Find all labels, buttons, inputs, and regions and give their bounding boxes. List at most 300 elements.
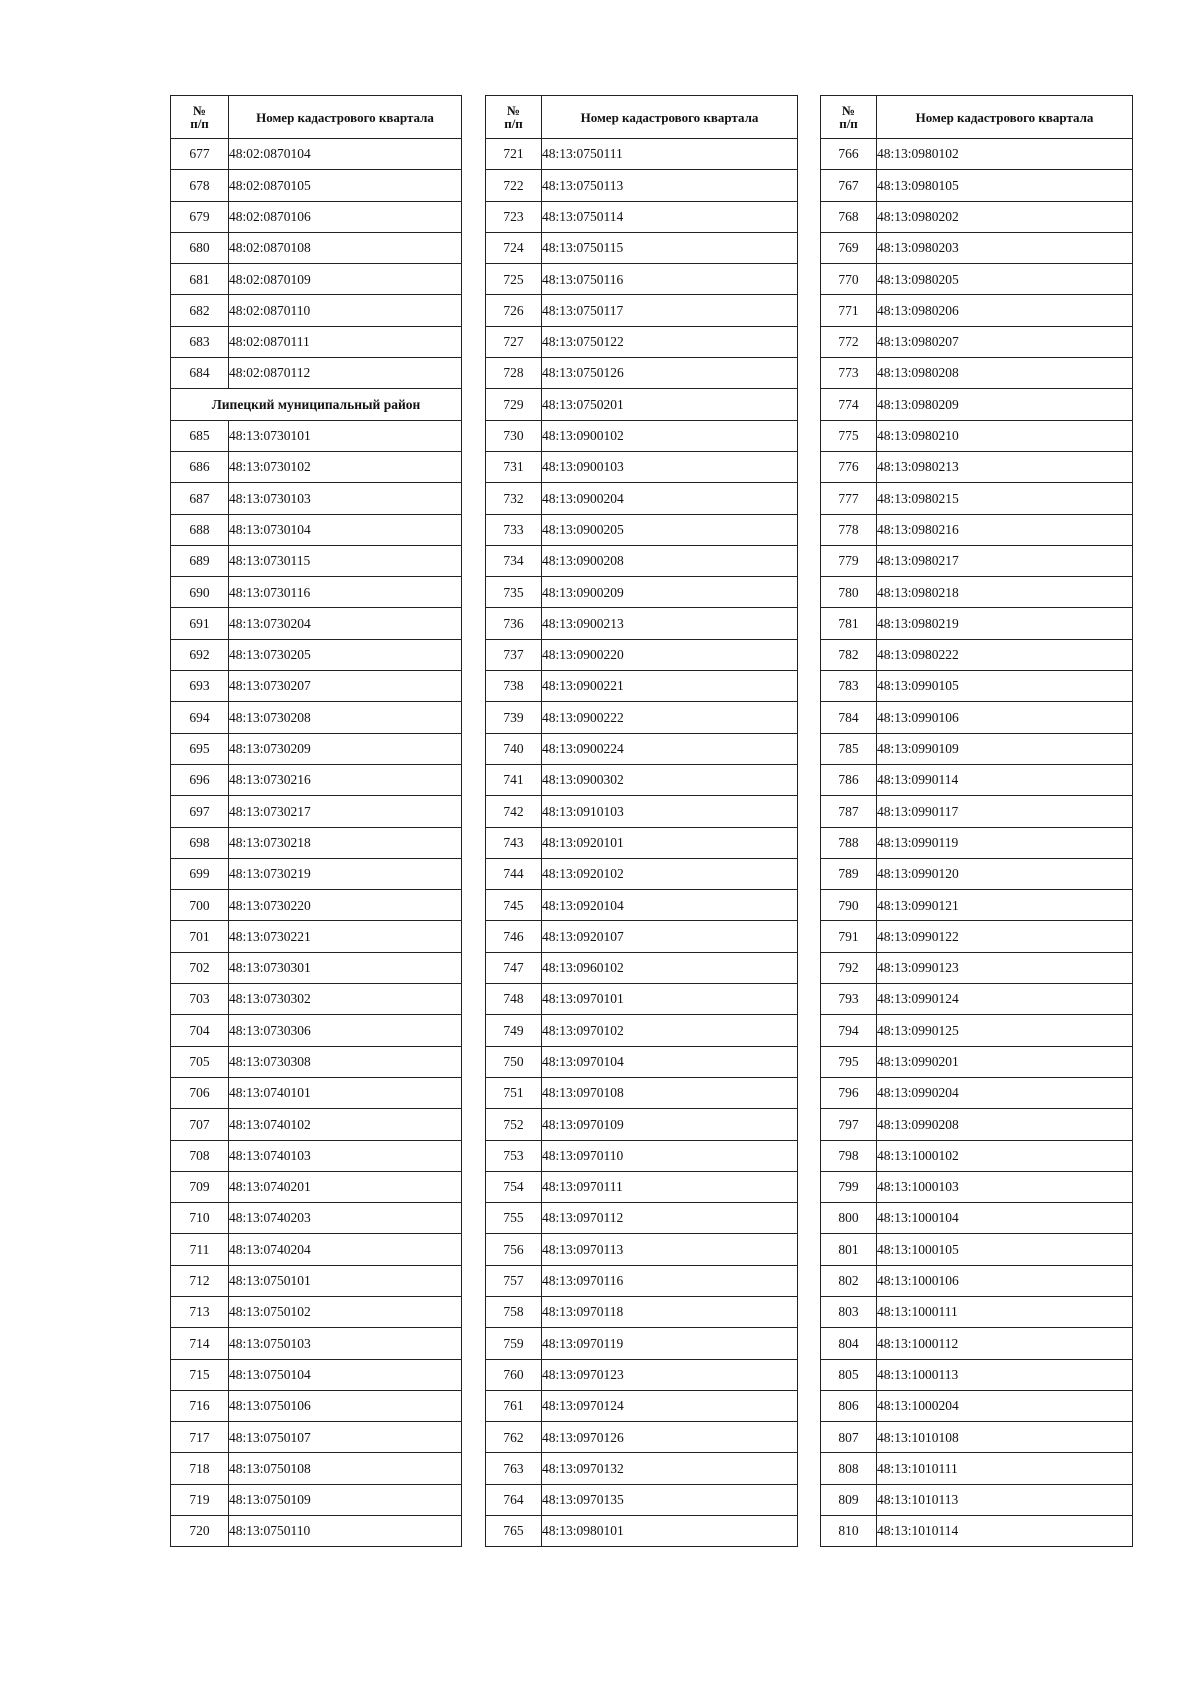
row-number: 778 <box>821 514 877 545</box>
row-number: 685 <box>171 420 229 451</box>
cadastral-number: 48:13:0970118 <box>542 1296 798 1327</box>
cadastral-number: 48:13:0980215 <box>877 483 1133 514</box>
table-row <box>486 232 798 263</box>
cadastral-number: 48:13:0750109 <box>229 1484 462 1515</box>
table-row <box>821 952 1133 983</box>
row-number: 706 <box>171 1077 229 1108</box>
header-no: № п/п <box>821 96 877 139</box>
table-row <box>821 1328 1133 1359</box>
cadastral-number: 48:13:0900209 <box>542 577 798 608</box>
table-row <box>486 1203 798 1234</box>
table-row <box>486 1390 798 1421</box>
table-row <box>171 170 462 201</box>
table-row <box>821 451 1133 482</box>
table-row <box>171 358 462 389</box>
cadastral-number: 48:13:0980210 <box>877 420 1133 451</box>
row-number: 694 <box>171 702 229 733</box>
row-number: 766 <box>821 139 877 170</box>
row-number: 748 <box>486 984 542 1015</box>
table-row <box>171 545 462 576</box>
table-row <box>486 295 798 326</box>
table-row <box>821 1015 1133 1046</box>
cadastral-number: 48:13:0980222 <box>877 639 1133 670</box>
table-row <box>171 514 462 545</box>
row-number: 736 <box>486 608 542 639</box>
table-row <box>821 796 1133 827</box>
row-number: 691 <box>171 608 229 639</box>
cadastral-number: 48:13:0990208 <box>877 1109 1133 1140</box>
table-row <box>821 1265 1133 1296</box>
row-number: 809 <box>821 1484 877 1515</box>
table-row <box>821 608 1133 639</box>
cadastral-number: 48:13:0900221 <box>542 671 798 702</box>
row-number: 684 <box>171 358 229 389</box>
row-number: 753 <box>486 1140 542 1171</box>
cadastral-number: 48:13:0970102 <box>542 1015 798 1046</box>
cadastral-number: 48:13:0750102 <box>229 1296 462 1327</box>
table-row <box>486 1484 798 1515</box>
row-number: 754 <box>486 1171 542 1202</box>
cadastral-number: 48:13:0970112 <box>542 1203 798 1234</box>
cadastral-number: 48:13:0750114 <box>542 201 798 232</box>
cadastral-number: 48:13:0980105 <box>877 170 1133 201</box>
row-number: 807 <box>821 1422 877 1453</box>
table-row <box>171 733 462 764</box>
cadastral-number: 48:13:0750111 <box>542 139 798 170</box>
table-row <box>821 326 1133 357</box>
cadastral-number: 48:13:1000102 <box>877 1140 1133 1171</box>
cadastral-number: 48:13:0750101 <box>229 1265 462 1296</box>
row-number: 723 <box>486 201 542 232</box>
row-number: 794 <box>821 1015 877 1046</box>
cadastral-number: 48:02:0870104 <box>229 139 462 170</box>
table-row <box>821 1390 1133 1421</box>
row-number: 808 <box>821 1453 877 1484</box>
table-row <box>821 170 1133 201</box>
table-row <box>486 326 798 357</box>
cadastral-number: 48:02:0870105 <box>229 170 462 201</box>
row-number: 787 <box>821 796 877 827</box>
cadastral-number: 48:13:0750107 <box>229 1422 462 1453</box>
table-row <box>486 1296 798 1327</box>
row-number: 678 <box>171 170 229 201</box>
table-row <box>821 264 1133 295</box>
row-number: 770 <box>821 264 877 295</box>
table-row <box>171 1453 462 1484</box>
table-row <box>171 827 462 858</box>
table-row <box>486 1359 798 1390</box>
cadastral-number: 48:13:0900224 <box>542 733 798 764</box>
cadastral-number: 48:13:0920102 <box>542 858 798 889</box>
row-number: 688 <box>171 514 229 545</box>
cadastral-number: 48:13:0980217 <box>877 545 1133 576</box>
table-row <box>486 420 798 451</box>
table-row <box>821 1484 1133 1515</box>
table-row <box>821 671 1133 702</box>
table-row <box>821 1422 1133 1453</box>
row-number: 786 <box>821 764 877 795</box>
row-number: 783 <box>821 671 877 702</box>
row-number: 732 <box>486 483 542 514</box>
row-number: 703 <box>171 984 229 1015</box>
row-number: 729 <box>486 389 542 420</box>
table-row <box>171 639 462 670</box>
cadastral-number: 48:13:0730219 <box>229 858 462 889</box>
row-number: 773 <box>821 358 877 389</box>
cadastral-number: 48:13:0970132 <box>542 1453 798 1484</box>
cadastral-number: 48:13:0990109 <box>877 733 1133 764</box>
row-number: 767 <box>821 170 877 201</box>
row-number: 757 <box>486 1265 542 1296</box>
cadastral-number: 48:13:0740103 <box>229 1140 462 1171</box>
cadastral-number: 48:13:0970135 <box>542 1484 798 1515</box>
table-row <box>821 201 1133 232</box>
cadastral-number: 48:13:0980208 <box>877 358 1133 389</box>
table-row <box>486 796 798 827</box>
row-number: 777 <box>821 483 877 514</box>
cadastral-number: 48:13:0980202 <box>877 201 1133 232</box>
table-row <box>821 1234 1133 1265</box>
cadastral-number: 48:13:0730115 <box>229 545 462 576</box>
table-row <box>171 921 462 952</box>
cadastral-number: 48:02:0870111 <box>229 326 462 357</box>
row-number: 715 <box>171 1359 229 1390</box>
table-row <box>486 921 798 952</box>
row-number: 716 <box>171 1390 229 1421</box>
table-row <box>171 890 462 921</box>
row-number: 708 <box>171 1140 229 1171</box>
cadastral-number: 48:13:0990105 <box>877 671 1133 702</box>
cadastral-number: 48:13:0750201 <box>542 389 798 420</box>
row-number: 710 <box>171 1203 229 1234</box>
row-number: 762 <box>486 1422 542 1453</box>
cadastral-number: 48:13:0750122 <box>542 326 798 357</box>
cadastral-number: 48:13:0990119 <box>877 827 1133 858</box>
table-row <box>171 1422 462 1453</box>
cadastral-number: 48:13:0740101 <box>229 1077 462 1108</box>
table-row <box>486 545 798 576</box>
table-row <box>486 1453 798 1484</box>
cadastral-number: 48:02:0870106 <box>229 201 462 232</box>
row-number: 758 <box>486 1296 542 1327</box>
cadastral-number: 48:13:0900102 <box>542 420 798 451</box>
cadastral-number: 48:13:0730221 <box>229 921 462 952</box>
table-row <box>821 420 1133 451</box>
row-number: 749 <box>486 1015 542 1046</box>
cadastral-number: 48:13:0900302 <box>542 764 798 795</box>
table-row <box>821 295 1133 326</box>
table-row <box>171 1203 462 1234</box>
row-number: 735 <box>486 577 542 608</box>
table-row <box>171 764 462 795</box>
cadastral-number: 48:13:0970119 <box>542 1328 798 1359</box>
row-number: 771 <box>821 295 877 326</box>
cadastral-number: 48:13:0990201 <box>877 1046 1133 1077</box>
cadastral-number: 48:13:1010113 <box>877 1484 1133 1515</box>
cadastral-number: 48:13:0730209 <box>229 733 462 764</box>
row-number: 775 <box>821 420 877 451</box>
row-number: 745 <box>486 890 542 921</box>
table-row <box>486 890 798 921</box>
table-row <box>171 1046 462 1077</box>
table-row <box>171 139 462 170</box>
cadastral-number: 48:13:0990121 <box>877 890 1133 921</box>
row-number: 782 <box>821 639 877 670</box>
cadastral-number: 48:13:0900213 <box>542 608 798 639</box>
cadastral-number: 48:13:1000105 <box>877 1234 1133 1265</box>
table-row <box>171 1171 462 1202</box>
table-row <box>821 389 1133 420</box>
row-number: 776 <box>821 451 877 482</box>
row-number: 759 <box>486 1328 542 1359</box>
row-number: 677 <box>171 139 229 170</box>
cadastral-number: 48:13:0740204 <box>229 1234 462 1265</box>
table-row <box>171 1077 462 1108</box>
cadastral-number: 48:13:0730308 <box>229 1046 462 1077</box>
cadastral-number: 48:13:0750106 <box>229 1390 462 1421</box>
row-number: 751 <box>486 1077 542 1108</box>
cadastral-number: 48:13:0980205 <box>877 264 1133 295</box>
table-row <box>821 702 1133 733</box>
cadastral-table-3 <box>820 95 1133 1547</box>
row-number: 752 <box>486 1109 542 1140</box>
cadastral-number: 48:13:0970113 <box>542 1234 798 1265</box>
table-header-row <box>821 96 1133 139</box>
row-number: 704 <box>171 1015 229 1046</box>
cadastral-number: 48:13:0730104 <box>229 514 462 545</box>
cadastral-number: 48:13:1000112 <box>877 1328 1133 1359</box>
row-number: 700 <box>171 890 229 921</box>
cadastral-number: 48:13:0750108 <box>229 1453 462 1484</box>
cadastral-number: 48:13:0980213 <box>877 451 1133 482</box>
header-no: № п/п <box>171 96 229 139</box>
row-number: 791 <box>821 921 877 952</box>
table-row <box>821 232 1133 263</box>
cadastral-number: 48:13:0750103 <box>229 1328 462 1359</box>
table-body <box>486 139 798 1547</box>
cadastral-number: 48:13:0730301 <box>229 952 462 983</box>
row-number: 724 <box>486 232 542 263</box>
table-row <box>486 389 798 420</box>
table-row <box>171 1140 462 1171</box>
table-row <box>821 1453 1133 1484</box>
row-number: 731 <box>486 451 542 482</box>
table-row <box>486 952 798 983</box>
row-number: 756 <box>486 1234 542 1265</box>
table-header-row <box>486 96 798 139</box>
table-row <box>486 201 798 232</box>
table-row <box>486 858 798 889</box>
row-number: 680 <box>171 232 229 263</box>
cadastral-number: 48:13:0980206 <box>877 295 1133 326</box>
cadastral-number: 48:13:0900208 <box>542 545 798 576</box>
table-row <box>821 545 1133 576</box>
row-number: 719 <box>171 1484 229 1515</box>
row-number: 801 <box>821 1234 877 1265</box>
row-number: 779 <box>821 545 877 576</box>
row-number: 755 <box>486 1203 542 1234</box>
table-row <box>821 858 1133 889</box>
row-number: 739 <box>486 702 542 733</box>
cadastral-number: 48:13:0970124 <box>542 1390 798 1421</box>
table-row <box>171 420 462 451</box>
cadastral-number: 48:13:0990122 <box>877 921 1133 952</box>
row-number: 768 <box>821 201 877 232</box>
table-row <box>486 577 798 608</box>
cadastral-number: 48:13:1000111 <box>877 1296 1133 1327</box>
table-row <box>486 1265 798 1296</box>
table-body <box>171 139 462 1547</box>
row-number: 750 <box>486 1046 542 1077</box>
row-number: 714 <box>171 1328 229 1359</box>
table-row <box>171 1296 462 1327</box>
cadastral-number: 48:13:0920101 <box>542 827 798 858</box>
table-row <box>821 733 1133 764</box>
row-number: 707 <box>171 1109 229 1140</box>
cadastral-number: 48:13:0970108 <box>542 1077 798 1108</box>
table-row <box>171 1015 462 1046</box>
cadastral-number: 48:13:0750104 <box>229 1359 462 1390</box>
table-row <box>171 232 462 263</box>
table-row <box>821 1140 1133 1171</box>
cadastral-number: 48:13:0970104 <box>542 1046 798 1077</box>
cadastral-number: 48:13:0750115 <box>542 232 798 263</box>
row-number: 683 <box>171 326 229 357</box>
row-number: 795 <box>821 1046 877 1077</box>
table-row <box>171 984 462 1015</box>
row-number: 803 <box>821 1296 877 1327</box>
cadastral-number: 48:13:0990124 <box>877 984 1133 1015</box>
cadastral-number: 48:13:0970109 <box>542 1109 798 1140</box>
row-number: 734 <box>486 545 542 576</box>
cadastral-number: 48:13:0980102 <box>877 139 1133 170</box>
cadastral-number: 48:13:0730220 <box>229 890 462 921</box>
table-row <box>821 921 1133 952</box>
cadastral-number: 48:13:1000103 <box>877 1171 1133 1202</box>
row-number: 804 <box>821 1328 877 1359</box>
cadastral-number: 48:13:0920107 <box>542 921 798 952</box>
row-number: 741 <box>486 764 542 795</box>
row-number: 746 <box>486 921 542 952</box>
table-row <box>171 608 462 639</box>
table-row <box>821 1046 1133 1077</box>
row-number: 711 <box>171 1234 229 1265</box>
cadastral-number: 48:13:0730208 <box>229 702 462 733</box>
cadastral-number: 48:13:0990204 <box>877 1077 1133 1108</box>
row-number: 769 <box>821 232 877 263</box>
cadastral-number: 48:13:0740201 <box>229 1171 462 1202</box>
cadastral-number: 48:13:0970110 <box>542 1140 798 1171</box>
table-row <box>821 483 1133 514</box>
cadastral-number: 48:02:0870110 <box>229 295 462 326</box>
table-row <box>821 827 1133 858</box>
cadastral-number: 48:13:0970126 <box>542 1422 798 1453</box>
table-row <box>486 139 798 170</box>
table-row <box>486 1516 798 1547</box>
header-title: Номер кадастрового квартала <box>229 96 462 139</box>
table-body <box>821 139 1133 1547</box>
cadastral-number: 48:13:0730101 <box>229 420 462 451</box>
cadastral-number: 48:13:0750117 <box>542 295 798 326</box>
row-number: 699 <box>171 858 229 889</box>
row-number: 742 <box>486 796 542 827</box>
table-row <box>821 1203 1133 1234</box>
row-number: 698 <box>171 827 229 858</box>
table-row <box>171 1516 462 1547</box>
cadastral-number: 48:13:0730102 <box>229 451 462 482</box>
cadastral-number: 48:13:0730217 <box>229 796 462 827</box>
row-number: 781 <box>821 608 877 639</box>
table-row <box>486 608 798 639</box>
row-number: 790 <box>821 890 877 921</box>
table-row <box>821 1359 1133 1390</box>
row-number: 772 <box>821 326 877 357</box>
table-row <box>486 514 798 545</box>
cadastral-number: 48:13:0750126 <box>542 358 798 389</box>
cadastral-number: 48:13:1000113 <box>877 1359 1133 1390</box>
cadastral-number: 48:13:0980219 <box>877 608 1133 639</box>
table-row <box>486 827 798 858</box>
table-row <box>486 1234 798 1265</box>
cadastral-number: 48:13:0970116 <box>542 1265 798 1296</box>
row-number: 799 <box>821 1171 877 1202</box>
table-row <box>171 295 462 326</box>
row-number: 686 <box>171 451 229 482</box>
table-row <box>171 671 462 702</box>
table-row <box>171 1234 462 1265</box>
row-number: 763 <box>486 1453 542 1484</box>
cadastral-number: 48:13:0750113 <box>542 170 798 201</box>
row-number: 740 <box>486 733 542 764</box>
row-number: 760 <box>486 1359 542 1390</box>
row-number: 696 <box>171 764 229 795</box>
table-row <box>486 264 798 295</box>
row-number: 806 <box>821 1390 877 1421</box>
table-row <box>486 1077 798 1108</box>
row-number: 747 <box>486 952 542 983</box>
row-number: 709 <box>171 1171 229 1202</box>
row-number: 788 <box>821 827 877 858</box>
table-row <box>171 1359 462 1390</box>
table-row <box>486 1015 798 1046</box>
row-number: 682 <box>171 295 229 326</box>
cadastral-number: 48:13:0980207 <box>877 326 1133 357</box>
row-number: 692 <box>171 639 229 670</box>
cadastral-number: 48:13:0980218 <box>877 577 1133 608</box>
table-row <box>171 1484 462 1515</box>
table-row <box>486 764 798 795</box>
header-title: Номер кадастрового квартала <box>542 96 798 139</box>
cadastral-number: 48:13:1000104 <box>877 1203 1133 1234</box>
cadastral-number: 48:13:0730116 <box>229 577 462 608</box>
table-row <box>171 1109 462 1140</box>
row-number: 802 <box>821 1265 877 1296</box>
table-row <box>171 858 462 889</box>
row-number: 679 <box>171 201 229 232</box>
row-number: 718 <box>171 1453 229 1484</box>
table-row <box>486 1046 798 1077</box>
table-row <box>171 952 462 983</box>
table-row <box>821 1109 1133 1140</box>
row-number: 789 <box>821 858 877 889</box>
table-row <box>171 201 462 232</box>
table-row <box>821 514 1133 545</box>
row-number: 727 <box>486 326 542 357</box>
cadastral-number: 48:13:0730207 <box>229 671 462 702</box>
cadastral-number: 48:13:0970101 <box>542 984 798 1015</box>
row-number: 744 <box>486 858 542 889</box>
row-number: 743 <box>486 827 542 858</box>
